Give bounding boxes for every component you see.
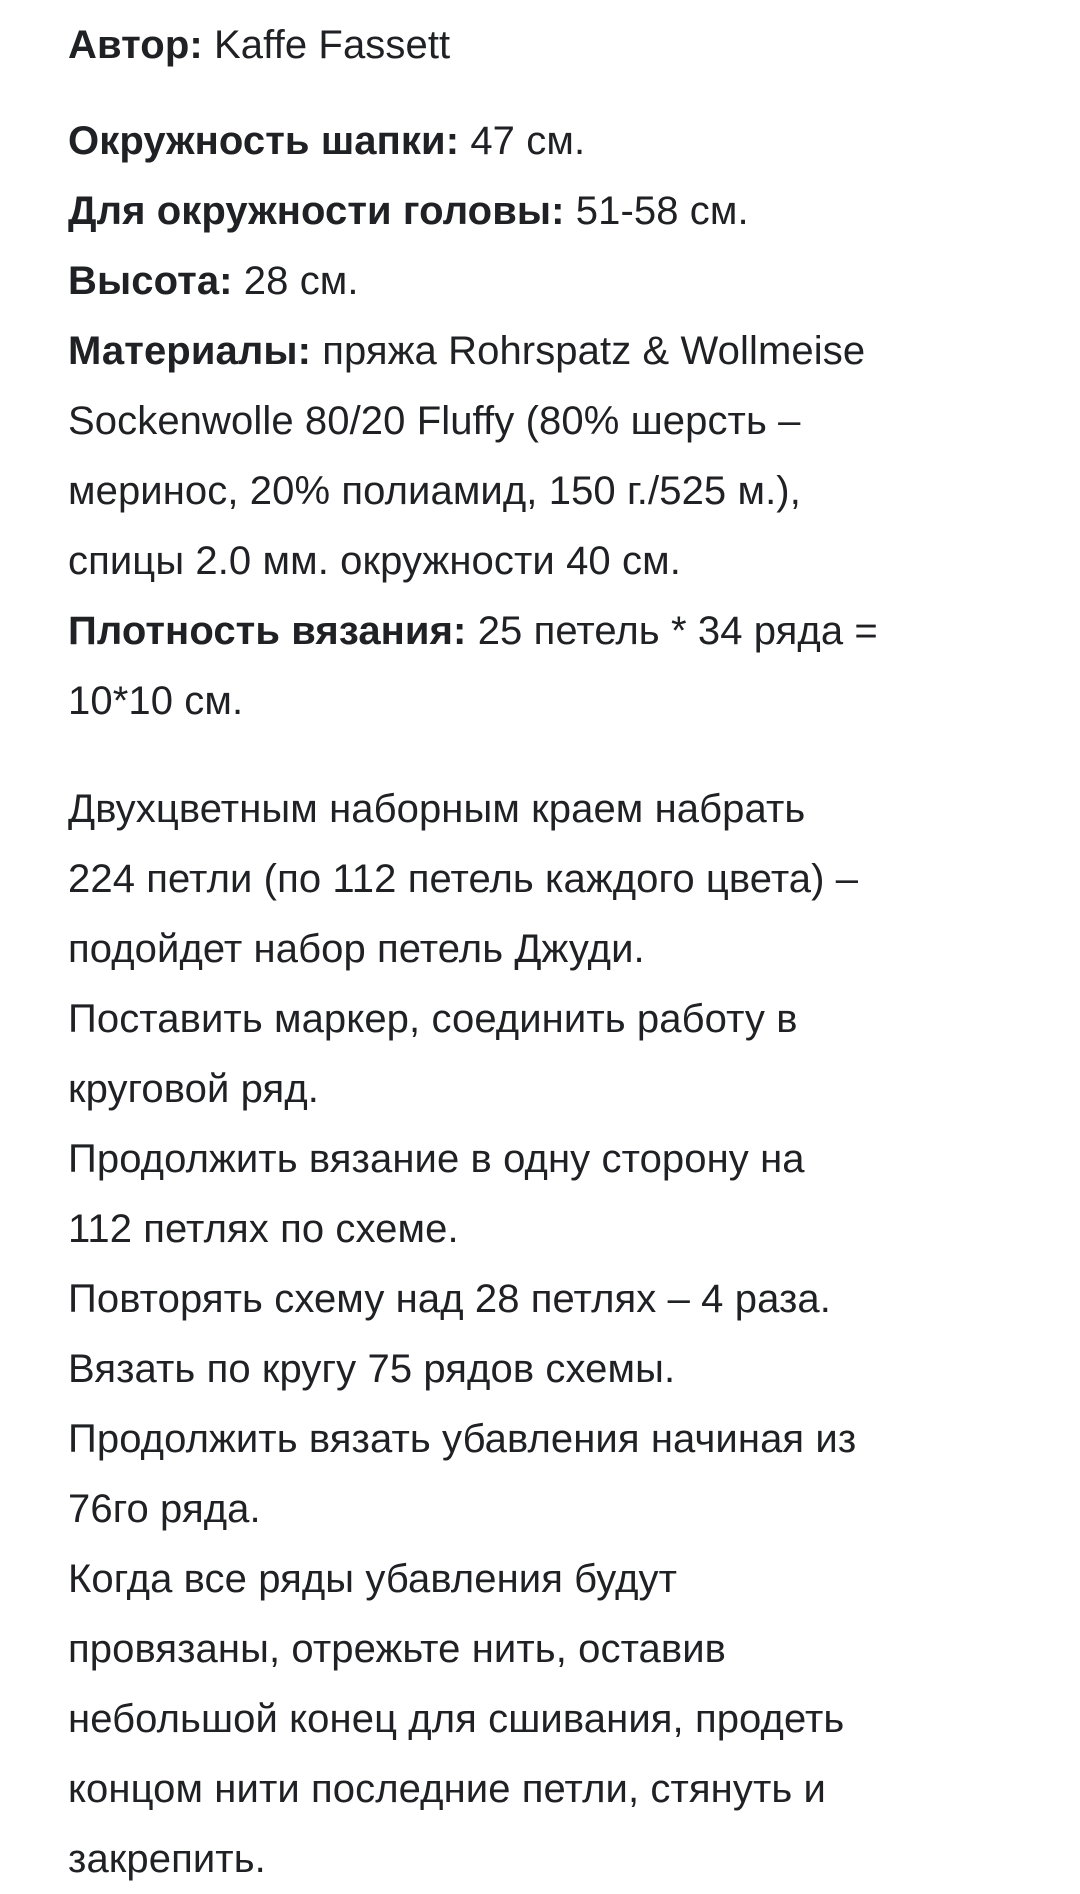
instruction-line: 76го ряда. <box>68 1487 261 1531</box>
spec-materials-line: спицы 2.0 мм. окружности 40 см. <box>68 539 681 583</box>
instruction-line: небольшой конец для сшивания, продеть <box>68 1697 845 1741</box>
instruction-line: Продолжить вязать убавления начиная из <box>68 1417 857 1461</box>
specs-section <box>68 106 1020 736</box>
instruction-line: Вязать по кругу 75 рядов схемы. <box>68 1347 676 1391</box>
author-label: Автор: <box>68 23 203 67</box>
spec-materials: Материалы: пряжа Rohrspatz & Wollmeise <box>68 329 866 373</box>
instruction-line: концом нити последние петли, стянуть и <box>68 1767 826 1811</box>
instruction-line: Поставить маркер, соединить работу в <box>68 997 798 1041</box>
author-name: Kaffe Fassett <box>202 23 451 67</box>
spec-gauge-line: 10*10 см. <box>68 679 244 723</box>
spec-materials-line: Sockenwolle 80/20 Fluffy (80% шерсть – <box>68 399 801 443</box>
instruction-line: закрепить. <box>68 1837 266 1881</box>
spec-materials-line: меринос, 20% полиамид, 150 г./525 м.), <box>68 469 801 513</box>
instruction-line: 112 петлях по схеме. <box>68 1207 459 1251</box>
author-line <box>68 10 1020 80</box>
spec-height: Высота: 28 см. <box>68 259 359 303</box>
instruction-line: 224 петли (по 112 петель каждого цвета) – <box>68 857 859 901</box>
instruction-line: провязаны, отрежьте нить, оставив <box>68 1627 727 1671</box>
spec-hat-circumference: Окружность шапки: 47 см. <box>68 119 586 163</box>
instruction-line: подойдет набор петель Джуди. <box>68 927 645 971</box>
spec-head-circumference: Для окружности головы: 51-58 см. <box>68 189 749 233</box>
spec-gauge: Плотность вязания: 25 петель * 34 ряда = <box>68 609 878 653</box>
instruction-line: Двухцветным наборным краем набрать <box>68 787 806 831</box>
instruction-line: Повторять схему над 28 петлях – 4 раза. <box>68 1277 831 1321</box>
instructions-section <box>68 774 1020 1894</box>
instruction-line: Когда все ряды убавления будут <box>68 1557 678 1601</box>
instruction-line: круговой ряд. <box>68 1067 319 1111</box>
instruction-line: Продолжить вязание в одну сторону на <box>68 1137 805 1181</box>
